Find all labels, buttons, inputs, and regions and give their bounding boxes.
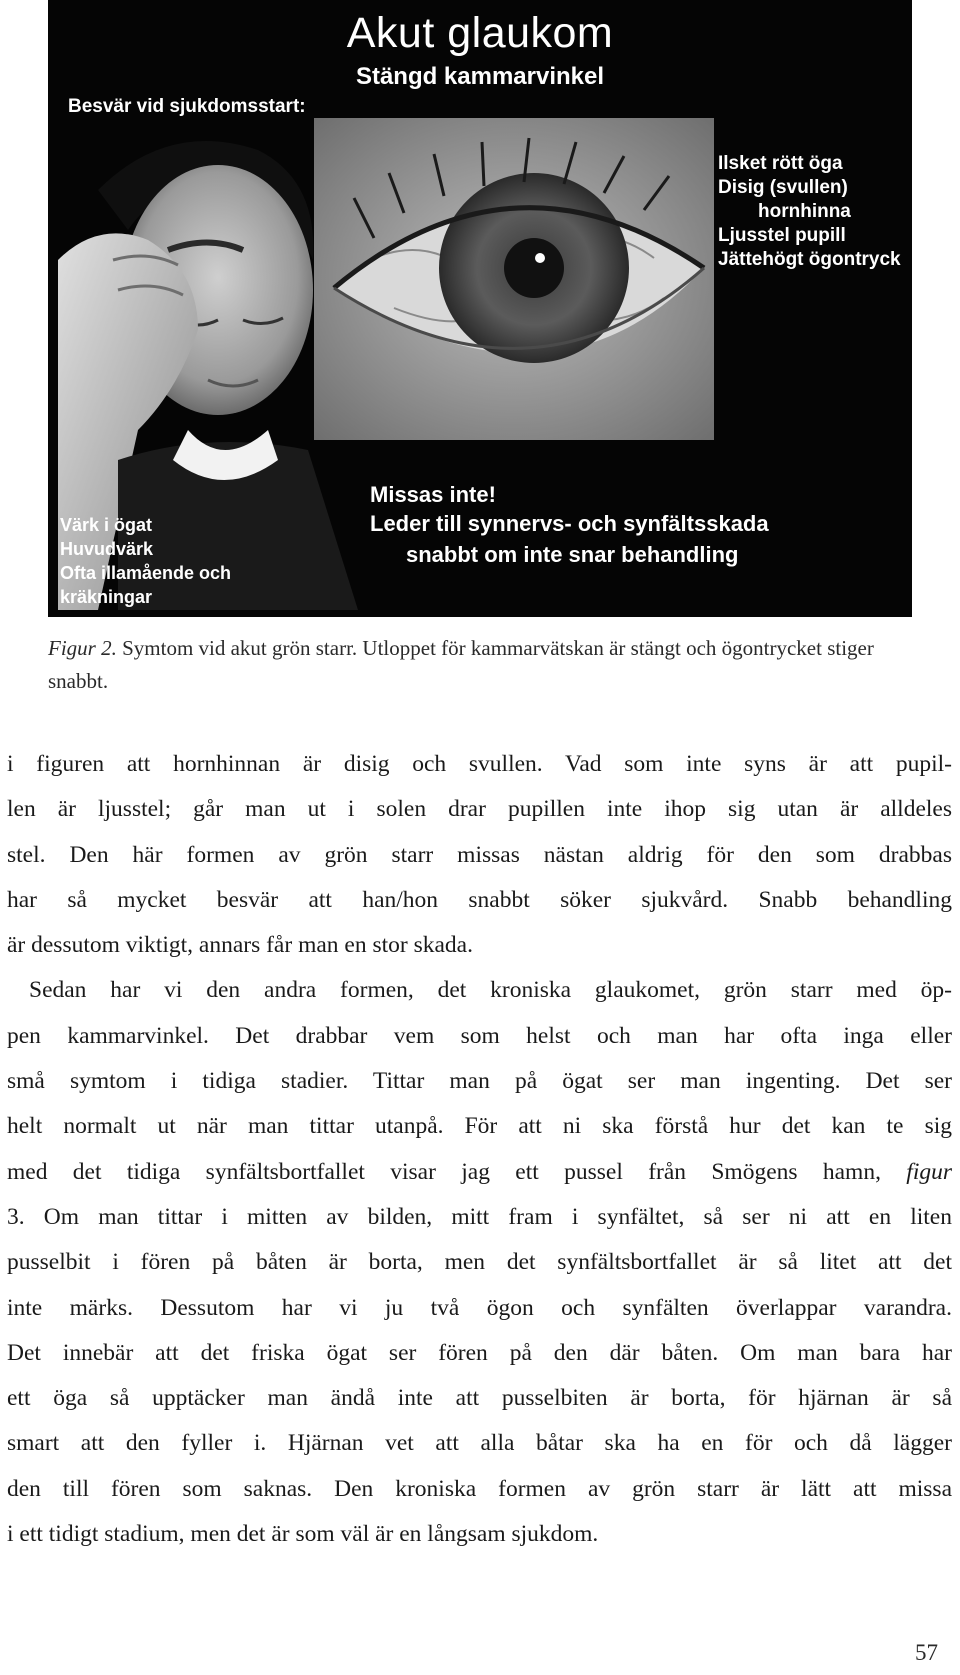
text-line: len är ljusstel; går man ut i solen drar pupillen inte ihop sig utan är alldeles (7, 796, 952, 823)
text-line: pen kammarvinkel. Det drabbar vem som helst och man har ofta inga eller (7, 1022, 952, 1049)
text-line: i ett tidigt stadium, men det är som väl är en långsam sjukdom. (7, 1521, 599, 1548)
text-line: har så mycket besvär att han/hon snabbt söker sjukvård. Snabb behandling (7, 886, 952, 913)
figure-subtitle: Stängd kammarvinkel (355, 63, 605, 90)
text-line: Det innebär att det friska ögat ser fören på den där båten. Om man bara har (7, 1339, 952, 1366)
symptom-item: Huvudvärk (60, 539, 154, 559)
caption-figure-number: Figur 2. (48, 636, 117, 660)
symptom-item: Ofta illamående och (60, 563, 232, 583)
figure-caption (48, 632, 912, 698)
figure-title: Akut glaukom (346, 9, 614, 57)
eye-sign-item: hornhinna (758, 201, 851, 222)
caption-text: Symtom vid akut grön starr. Utloppet för kammarvätskan är stängt och ögontrycket stiger snabbt. (48, 636, 874, 693)
warning-title: Missas inte! (370, 482, 496, 507)
eye-sign-item: Jättehögt ögontryck (718, 249, 901, 270)
text-line-part: med det tidiga synfältsbortfallet visar jag ett pussel från Smögens hamn, (7, 1158, 881, 1185)
text-line: pusselbit i fören på båten är borta, men det synfältsbortfallet är så litet att det (7, 1249, 952, 1276)
body-text (7, 742, 952, 1557)
eye-sign-item: Ilsket rött öga (718, 153, 843, 174)
text-line: Sedan har vi den andra formen, det kroniska glaukomet, grön starr med öp- (29, 977, 952, 1004)
symptom-item: kräkningar (60, 587, 153, 607)
red-eye-photo (314, 118, 714, 440)
text-line: ett öga så upptäcker man ändå inte att pusselbiten är borta, för hjärnan är så (7, 1385, 952, 1412)
symptoms-list (60, 513, 231, 609)
eye-sign-item: Disig (svullen) (718, 177, 848, 198)
text-line: är dessutom viktigt, annars får man en stor skada. (7, 932, 473, 959)
text-line: stel. Den här formen av grön starr missas nästan aldrig för den som drabbas (7, 841, 952, 868)
page-number: 57 (915, 1640, 938, 1665)
text-line: små symtom i tidiga stadier. Tittar man på ögat ser man ingenting. Det ser (7, 1068, 952, 1095)
text-line: 3. Om man tittar i mitten av bilden, mitt fram i synfältet, så ser ni att en liten (7, 1203, 952, 1230)
text-line: den till fören som saknas. Den kroniska formen av grön starr är lätt att missa (7, 1475, 952, 1502)
figure-reference: figur (906, 1158, 953, 1185)
text-line-with-ref (7, 1150, 952, 1195)
text-line: smart att den fyller i. Hjärnan vet att alla båtar ska ha en för och då lägger (7, 1430, 952, 1457)
eye-signs-list (718, 152, 901, 272)
figure-image (48, 0, 912, 617)
eye-sign-item: Ljusstel pupill (718, 225, 846, 246)
warning-line: snabbt om inte snar behandling (406, 542, 739, 567)
text-line: i figuren att hornhinnan är disig och svullen. Vad som inte syns är att pupil- (7, 751, 952, 777)
text-line: helt normalt ut när man tittar utanpå. För att ni ska förstå hur det kan te sig (7, 1113, 952, 1140)
symptom-item: Värk i ögat (60, 515, 153, 535)
onset-heading: Besvär vid sjukdomsstart: (68, 96, 306, 117)
text-line: inte märks. Dessutom har vi ju två ögon och synfälten överlappar varandra. (7, 1294, 952, 1321)
warning-line: Leder till synnervs- och synfältsskada (370, 511, 769, 536)
